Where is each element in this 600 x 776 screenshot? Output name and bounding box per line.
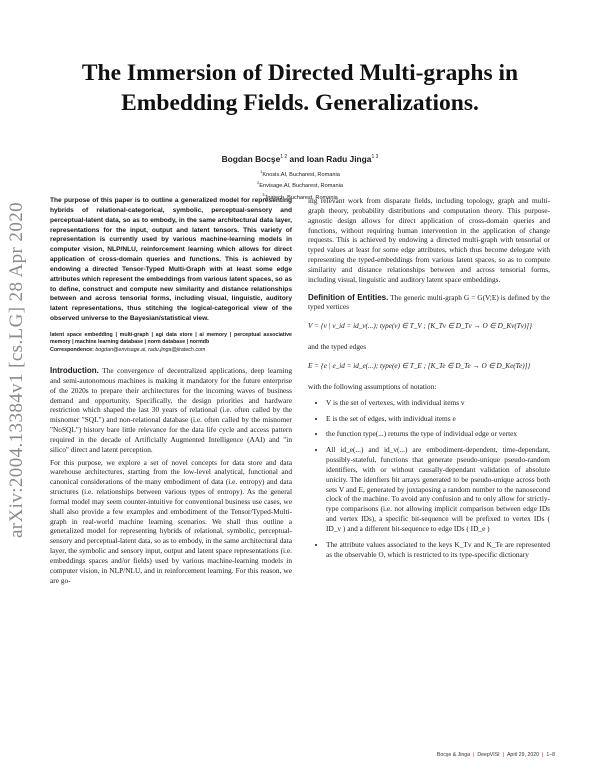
equation-vertices: V = {v | v_id = id_v(...); type(v) ∈ T_V ; [K_Tv ∈ D_Tv → O ∈ D_Kv(Tv)]} xyxy=(308,322,532,331)
intro-paragraph-2: For this purpose, we explore a set of novel concepts for data store and data warehouse architectures, starting from the low-level analytical, functional and canonical considerations of the many embodiment of data (i.e. entropy) and data structures (i.e. relationships between various types of entropy). As the general formal model may seem counter-intuitive for conventional business use cases, we shall also provide a few examples and embodiment of the Tensor/Typed-Multi-graph in real-world machine learning scenarios. We shall thus outline a generalized model for representing hybrids of relational, symbolic, perceptual-sensory and perceptual-latent data, so as to embody, in the same architectural data layer, the symbolic and sensory input, output and latent space representations (i.e. embeddings spaces and/or fields) used by various machine-learning models in computer vision, in NLP/NLU, and in reinforcement learning. For this reason, we are go- xyxy=(50,457,292,585)
list-item: • the function type(...) returns the type of individual edge or vertex xyxy=(326,429,550,439)
list-item: • V is the set of vertexes, with individual items v xyxy=(326,398,550,408)
list-item: • The attribute values associated to the keys K_Tv and K_Te are represented as the observable O, which is restricted to its type-specific dictionary xyxy=(326,540,550,560)
correspondence-emails: bogdan@envisage.ai, radu.jinga@jiratech.com xyxy=(95,346,206,353)
arxiv-stamp xyxy=(2,150,32,590)
intro-paragraph-1 xyxy=(50,366,292,455)
author-2-affil: 1 3 xyxy=(371,154,379,161)
correspondence xyxy=(50,346,292,354)
author-2: Ioan Radu Jinga xyxy=(306,154,372,164)
footer-venue: DeepVISI xyxy=(477,752,500,758)
footer-pages: 1–8 xyxy=(546,752,555,758)
affiliation xyxy=(200,179,400,190)
affiliation xyxy=(200,168,400,179)
author-and: and xyxy=(289,154,305,164)
correspondence-label: Correspondence: xyxy=(50,346,94,353)
edges-intro: and the typed edges xyxy=(308,342,367,352)
affiliation-sup: 2 xyxy=(257,180,260,186)
definition-heading: Definition of Entities. xyxy=(308,292,389,302)
definition-paragraph xyxy=(308,293,550,313)
list-item: • All id_e(...) and id_v(...) are embodiment-dependent, time-dependant, possibly-stateful, functions that generate pseudo-unique pseudo-random identifiers, with or without causally-dependant validation of absolute unicity. The idenfiers bit arrays generated to be pseudo-unique across both sets V and E, generated by juxtaposing a random number to the nanosecond clock of the machine. To avoid any confusion and to only allow for strictly-type comparisons (i.e. not allowing implicit comparison between edge IDs and vertex IDs), a specific bit-sequence will be prefixed to vertex IDs ( ID_v ) and a different bit-sequence to edge IDs ( ID_e ) xyxy=(326,445,550,534)
footer-date: April 29, 2020 xyxy=(506,752,539,758)
right-column xyxy=(308,196,550,565)
paper-title: The Immersion of Directed Multi-graphs in Embedding Fields. Generalizations. xyxy=(81,60,519,116)
footer-authors: Bocşe & Jinga xyxy=(436,752,471,758)
arxiv-stamp-text: arXiv:2004.13384v1 [cs.LG] 28 Apr 2020 xyxy=(6,201,27,539)
affiliation-sup: 1 xyxy=(260,169,263,174)
affiliation-text: Jiratech, Bucharest, Romania xyxy=(264,194,338,201)
affiliation-sup: 3 xyxy=(262,191,265,197)
affiliation-text: Knosis.AI, Bucharest, Romania xyxy=(262,171,340,178)
page-footer xyxy=(355,752,555,758)
left-column xyxy=(50,196,292,586)
definition-text: The generic multi-graph G = G(V;E) is defined by the typed vertices xyxy=(308,292,550,312)
keywords: latent space embedding | multi-graph | agi data store | ai memory | perceptual associative memory | machine learning database | norm database | normdb xyxy=(50,331,292,345)
affiliation-text: Envisage.AI, Bucharest, Romania xyxy=(259,183,343,190)
notation-list xyxy=(308,398,550,560)
intro-heading: Introduction. xyxy=(50,365,99,375)
right-paragraph-1: ing relevant work from disparate fields, including topology, graph and multi-graph theory, probability distributions and computation theory. This purpose-agnostic design allows for direct application of cross-domain queries and functions, without requiring human intervention in the application of change requests. This is achieved by endowing a directed multi-graph with tensorial or typed values at least for some edge attributes, which thus become delegate with representing the typed-embeddings from various latent spaces, so as to compute similarity and distance relationships between and across tensorial forms, including visual, linguistic and auditory latent space embeddings. xyxy=(308,196,550,284)
notation-intro: with the following assumptions of notation: xyxy=(308,381,437,391)
footer-separator: | xyxy=(541,752,544,758)
author-line xyxy=(60,154,540,164)
author-1-affil: 1 2 xyxy=(280,154,288,161)
abstract: The purpose of this paper is to outline a generalized model for representing hybrids of relational-categorical, symbolic, perceptual-sensory and perceptual-latent data, so as to embody, in the same architectural data layer, representations for the input, output and latent tensors. This variety of representation is currently used by various machine-learning models in computer vision, NLP/NLU, reinforcement learning which allows for direct application of cross-domain queries and functions. This is achieved by endowing a directed Tensor-Typed Multi-Graph with at least some edge attributes which represent the embeddings from various latent spaces, so as to define, construct and compute new similarity and distance relationships between and across tensorial forms, including visual, linguistic, auditory latent representations, thus stitching the logical-categorical view of the observed universe to the Bayesian/statistical view. xyxy=(50,197,292,323)
footer-separator: | xyxy=(502,752,504,758)
list-item: • E is the set of edges, with individual items e xyxy=(326,414,550,424)
author-1: Bogdan Bocşe xyxy=(221,154,281,164)
intro-text-1: The convergence of decentralized applications, deep learning and semi-autonomous machines is making it mandatory for the future enterprise of the 2020s to prepare their architectures for the incoming waves of business demand and opportunity. Specifically, the design priorities and hardware restriction which shaped the last 30 years of relational (i.e. often called by the misnomer "SQL") and non-relational database (i.e. often called by the misnomer "NoSQL") history bare little relevance for the data life cycle and access pattern required in the decade of Artificially Augmented Intelligence (AAI) and "in silico" direct and latent perception. xyxy=(50,365,292,454)
equation-edges: E = {e | e_id = id_e(...); type(e) ∈ T_E ; [K_Te ∈ D_Te → O ∈ D_Ke(Te)]} xyxy=(308,361,531,370)
footer-separator: | xyxy=(473,752,475,758)
